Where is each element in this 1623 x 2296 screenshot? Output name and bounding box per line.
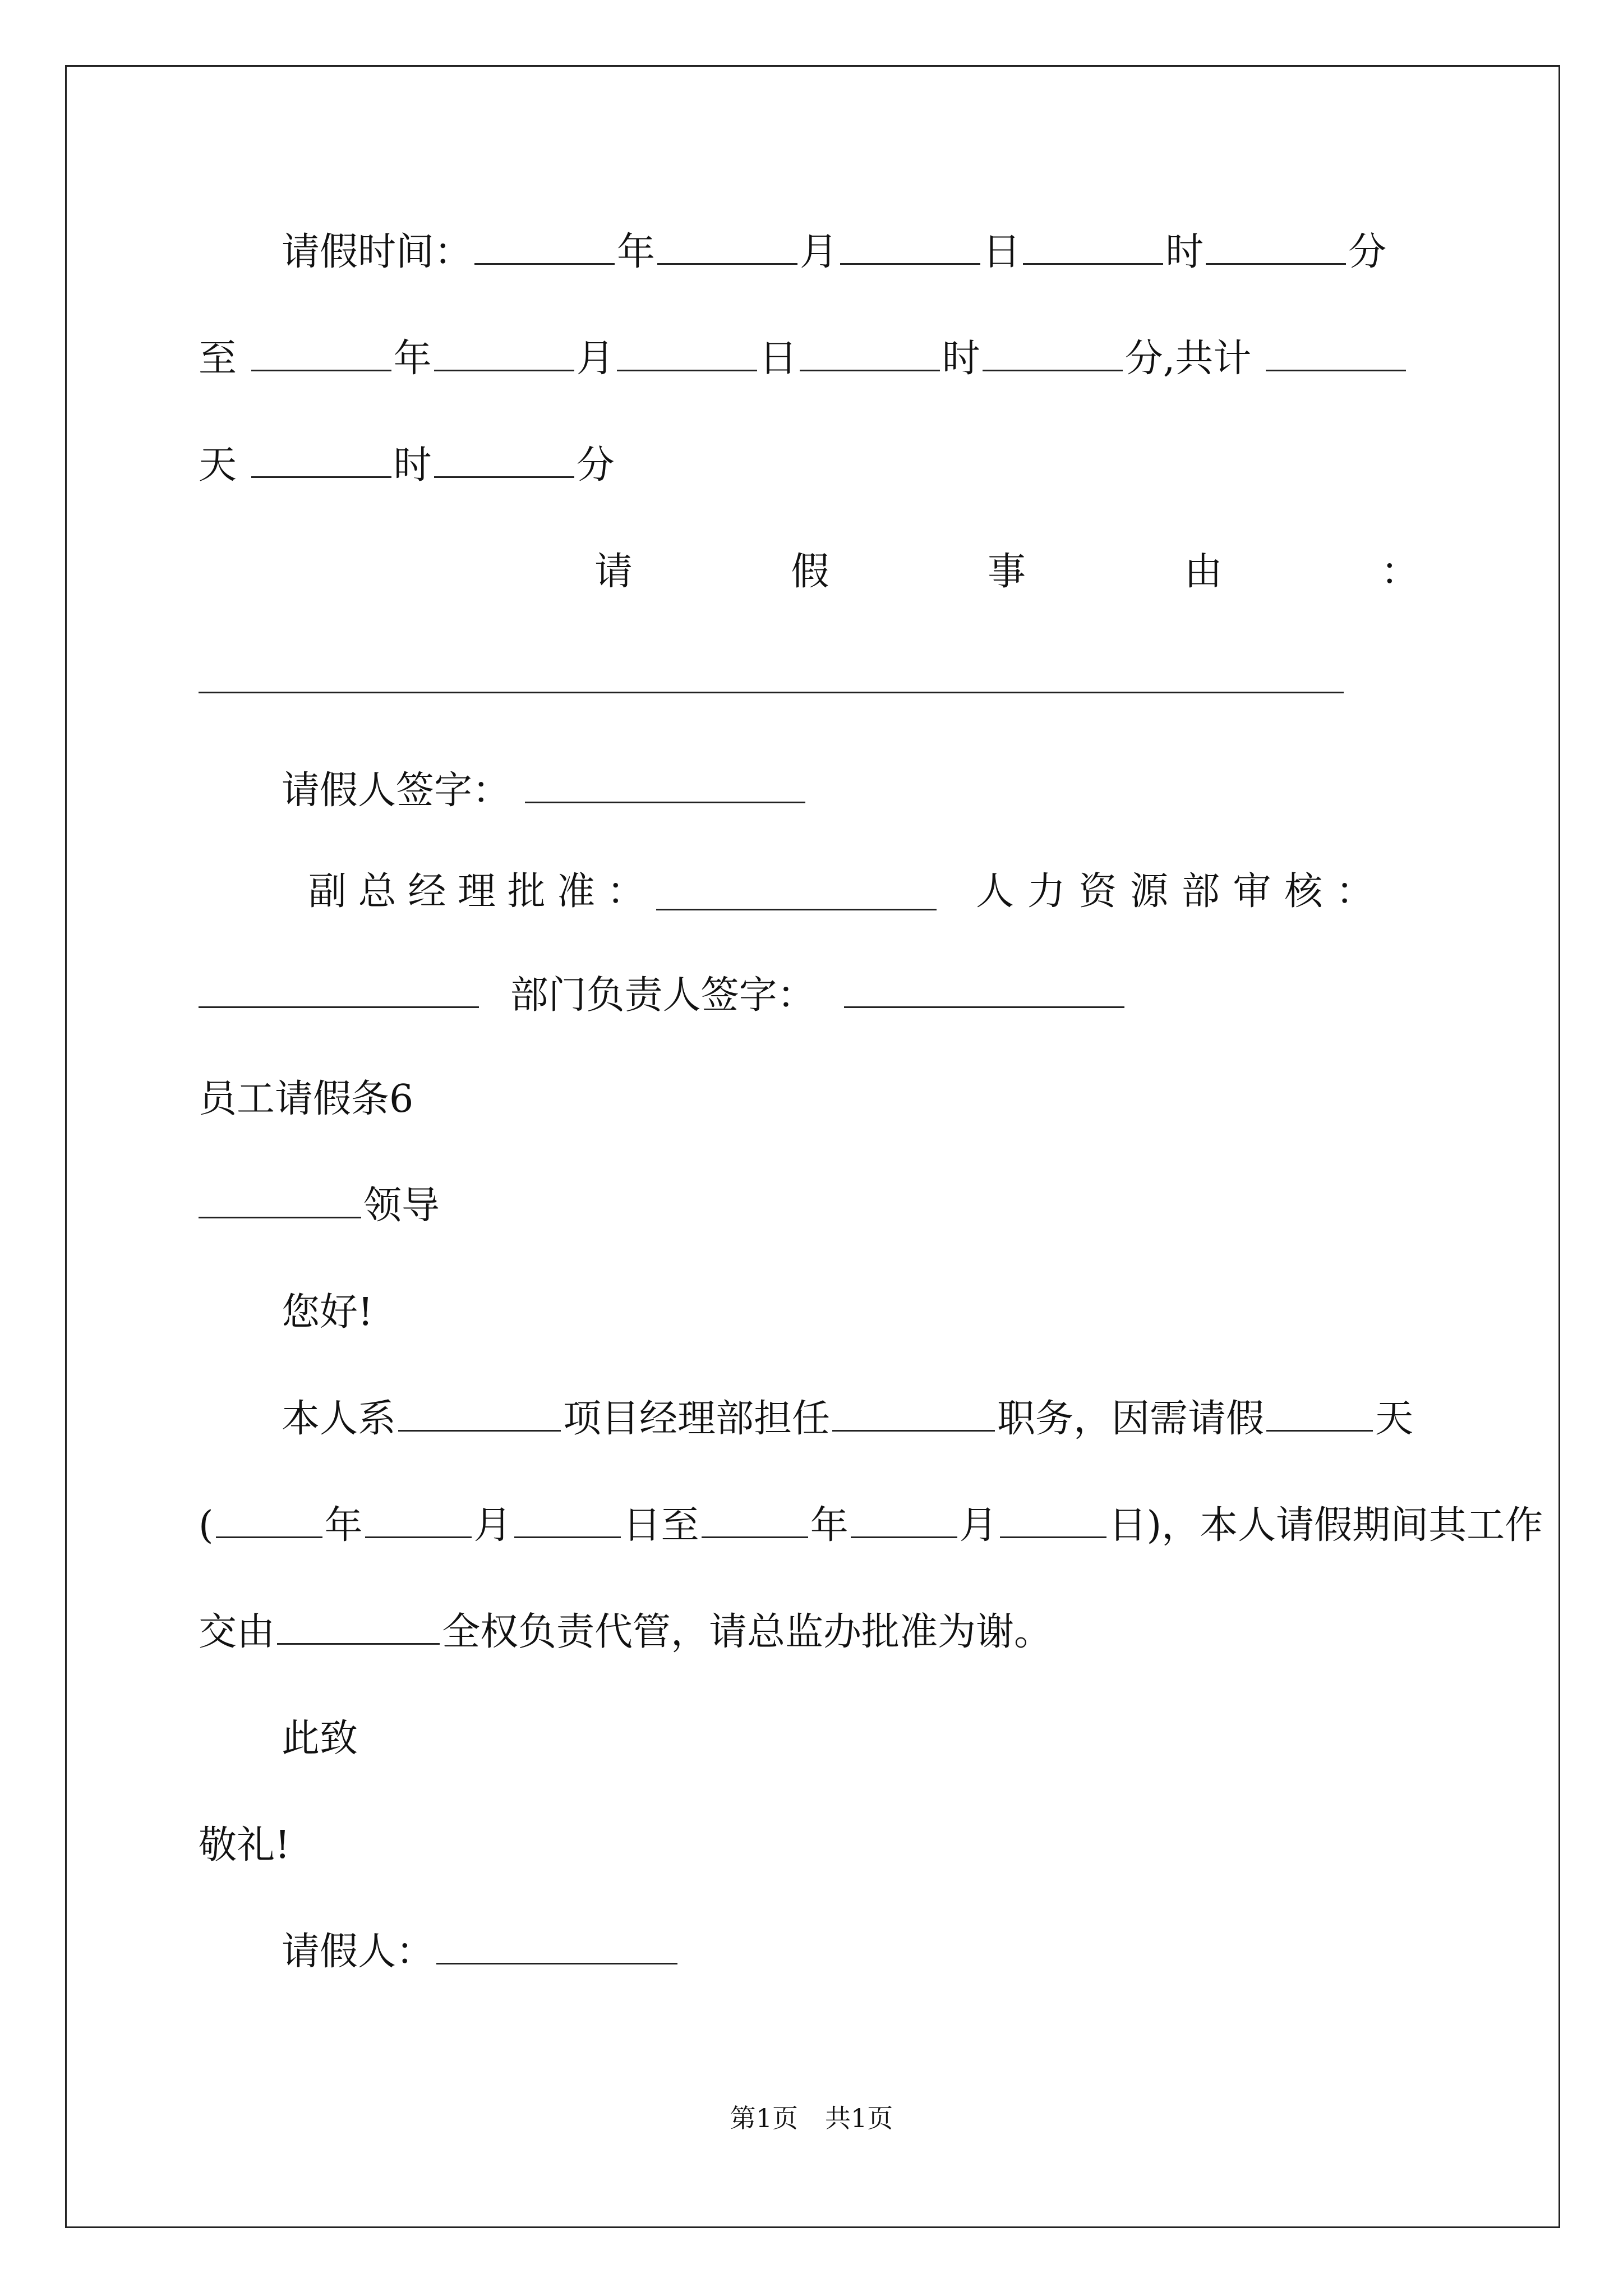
text: 本人系 (282, 1397, 396, 1441)
text: 请假人： (282, 1930, 435, 1974)
approval-line (308, 861, 1419, 923)
body-line-2 (199, 1495, 1543, 1557)
blank[interactable] (1023, 228, 1163, 265)
blank[interactable] (434, 441, 574, 478)
page-number: 第1页 (730, 2103, 798, 2133)
signature-blank[interactable] (525, 767, 805, 803)
text: 核 (1284, 869, 1323, 914)
blank[interactable] (216, 1502, 322, 1538)
text: 资 (1078, 869, 1117, 914)
text: 领导 (363, 1184, 440, 1228)
text: 月 (576, 337, 615, 381)
text: 请假人签字： (282, 769, 511, 813)
text: 日)，本人请假期间其工作 (1108, 1503, 1543, 1548)
text: 年 (617, 230, 656, 274)
text: 审 (1233, 869, 1271, 914)
blank[interactable] (800, 335, 940, 371)
text: 职务，因需请假 (997, 1397, 1265, 1441)
text: 由 (1184, 550, 1223, 594)
text: 至 (199, 337, 237, 381)
text: 部 (1181, 869, 1220, 914)
reason-blank-line[interactable] (199, 692, 1344, 693)
blank[interactable] (1266, 335, 1406, 371)
text: 分 (576, 443, 615, 487)
text: 天 (199, 443, 237, 487)
text: 年 (324, 1503, 363, 1548)
text: 项目经理部担任 (563, 1397, 831, 1441)
blank[interactable] (702, 1502, 808, 1538)
text: ( (199, 1503, 214, 1548)
text: 时 (942, 337, 980, 381)
body-line-3 (199, 1602, 1432, 1663)
text: 交由 (199, 1610, 275, 1654)
blank[interactable] (365, 1502, 472, 1538)
text: ： (1380, 550, 1419, 594)
blank[interactable] (1206, 228, 1346, 265)
body-line-1 (199, 1388, 1432, 1450)
text: 批 (507, 869, 546, 914)
blank[interactable] (277, 1608, 440, 1645)
leader-line (199, 1175, 1432, 1237)
text: 副 (308, 869, 347, 914)
text: ： (1335, 869, 1374, 914)
blank[interactable] (251, 335, 391, 371)
text: 源 (1130, 869, 1169, 914)
closing-1: 此致 (282, 1717, 358, 1761)
text: 年 (393, 337, 432, 381)
closing-2: 敬礼! (199, 1823, 291, 1867)
blank[interactable] (617, 335, 757, 371)
text: 请 (594, 550, 633, 594)
leave-time-line-1 (199, 222, 1432, 283)
text: 时 (393, 443, 432, 487)
text: 事 (987, 550, 1026, 594)
leave-time-label: 请假时间： (282, 230, 473, 274)
text: 全权负责代管，请总监办批准为谢。 (442, 1610, 1053, 1654)
text: 分,共计 (1124, 337, 1252, 381)
blank[interactable] (398, 1395, 561, 1432)
section-title: 员工请假条6 (199, 1077, 414, 1121)
text: 日 (759, 337, 797, 381)
text: 时 (1165, 230, 1204, 274)
text: ： (606, 869, 645, 914)
text: 分 (1348, 230, 1387, 274)
text: 理 (457, 869, 496, 914)
dept-signature-line (199, 965, 1432, 1027)
leave-time-line-3 (199, 435, 1432, 496)
applicant-line (199, 1921, 1432, 1983)
text: 准 (557, 869, 596, 914)
leave-time-line-2 (199, 328, 1432, 390)
blank[interactable] (983, 335, 1123, 371)
blank[interactable] (434, 335, 574, 371)
blank[interactable] (657, 228, 797, 265)
blank[interactable] (1000, 1502, 1106, 1538)
blank[interactable] (474, 228, 615, 265)
text: 月 (959, 1503, 998, 1548)
text: 月 (473, 1503, 512, 1548)
text: 经 (408, 869, 446, 914)
hr-blank[interactable] (199, 972, 479, 1008)
approval-blank[interactable] (656, 874, 937, 910)
blank[interactable] (832, 1395, 995, 1432)
blank[interactable] (840, 228, 980, 265)
text: 假 (791, 550, 829, 594)
text: 年 (810, 1503, 849, 1548)
blank[interactable] (251, 441, 391, 478)
text: 月 (800, 230, 838, 274)
blank[interactable] (851, 1502, 957, 1538)
text: 人 (976, 869, 1015, 914)
dept-blank[interactable] (844, 972, 1124, 1008)
applicant-signature-line (199, 760, 1432, 822)
blank[interactable] (1266, 1395, 1373, 1432)
text: 日至 (623, 1503, 699, 1548)
text: 力 (1027, 869, 1066, 914)
blank[interactable] (514, 1502, 621, 1538)
page-footer (0, 2098, 1623, 2135)
text: 总 (358, 869, 396, 914)
blank[interactable] (199, 1182, 361, 1218)
applicant-blank[interactable] (436, 1928, 677, 1964)
text: 日 (983, 230, 1021, 274)
leave-reason-label (594, 541, 1419, 603)
page-total: 共1页 (825, 2103, 893, 2133)
text: 天 (1375, 1397, 1414, 1441)
text: 部门负责人签字： (510, 973, 815, 1018)
greeting: 您好! (282, 1290, 374, 1335)
